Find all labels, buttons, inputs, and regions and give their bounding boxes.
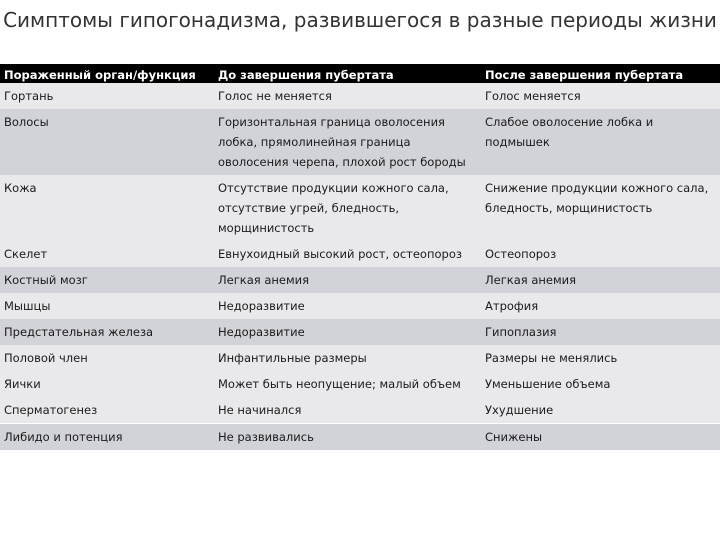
organ-cell: Сперматогенез <box>0 397 214 424</box>
table-row <box>0 267 720 293</box>
before-puberty-cell: Может быть неопущение; малый объем <box>214 371 481 397</box>
before-puberty-cell: Не начинался <box>214 397 481 424</box>
organ-cell: Костный мозг <box>0 267 214 293</box>
table-row <box>0 109 720 175</box>
after-puberty-cell: Размеры не менялись <box>481 345 720 371</box>
organ-cell: Гортань <box>0 83 214 109</box>
symptoms-table <box>0 64 720 450</box>
after-puberty-cell: Гипоплазия <box>481 319 720 345</box>
before-puberty-cell: Евнухоидный высокий рост, остеопороз <box>214 241 481 267</box>
table-row <box>0 397 720 424</box>
before-puberty-cell: Легкая анемия <box>214 267 481 293</box>
after-puberty-cell: Ухудшение <box>481 397 720 424</box>
after-puberty-cell: Снижены <box>481 424 720 451</box>
table-row <box>0 345 720 371</box>
organ-cell: Скелет <box>0 241 214 267</box>
after-puberty-cell: Остеопороз <box>481 241 720 267</box>
page-title: Симптомы гипогонадизма, развившегося в разные периоды жизни <box>3 8 717 32</box>
before-puberty-cell: Отсутствие продукции кожного сала, отсутствие угрей, бледность, морщинистость <box>214 175 481 241</box>
organ-cell: Мышцы <box>0 293 214 319</box>
after-puberty-cell: Снижение продукции кожного сала, бледность, морщинистость <box>481 175 720 241</box>
organ-cell: Яички <box>0 371 214 397</box>
before-puberty-cell: Недоразвитие <box>214 293 481 319</box>
column-header-after-puberty: После завершения пубертата <box>481 64 720 83</box>
after-puberty-cell: Легкая анемия <box>481 267 720 293</box>
before-puberty-cell: Недоразвитие <box>214 319 481 345</box>
column-header-organ: Пораженный орган/функция <box>0 64 214 83</box>
before-puberty-cell: Голос не меняется <box>214 83 481 109</box>
before-puberty-cell: Не развивались <box>214 424 481 451</box>
table-header-row <box>0 64 720 83</box>
organ-cell: Предстательная железа <box>0 319 214 345</box>
before-puberty-cell: Горизонтальная граница оволосения лобка, прямолинейная граница оволосения черепа, плохой рост бороды <box>214 109 481 175</box>
table-row <box>0 424 720 451</box>
table-row <box>0 175 720 241</box>
organ-cell: Половой член <box>0 345 214 371</box>
organ-cell: Волосы <box>0 109 214 175</box>
table-row <box>0 293 720 319</box>
table-row <box>0 371 720 397</box>
after-puberty-cell: Уменьшение объема <box>481 371 720 397</box>
table-row <box>0 241 720 267</box>
organ-cell: Кожа <box>0 175 214 241</box>
before-puberty-cell: Инфантильные размеры <box>214 345 481 371</box>
organ-cell: Либидо и потенция <box>0 424 214 451</box>
after-puberty-cell: Слабое оволосение лобка и подмышек <box>481 109 720 175</box>
table-row <box>0 83 720 109</box>
table-row <box>0 319 720 345</box>
after-puberty-cell: Голос меняется <box>481 83 720 109</box>
after-puberty-cell: Атрофия <box>481 293 720 319</box>
column-header-before-puberty: До завершения пубертата <box>214 64 481 83</box>
